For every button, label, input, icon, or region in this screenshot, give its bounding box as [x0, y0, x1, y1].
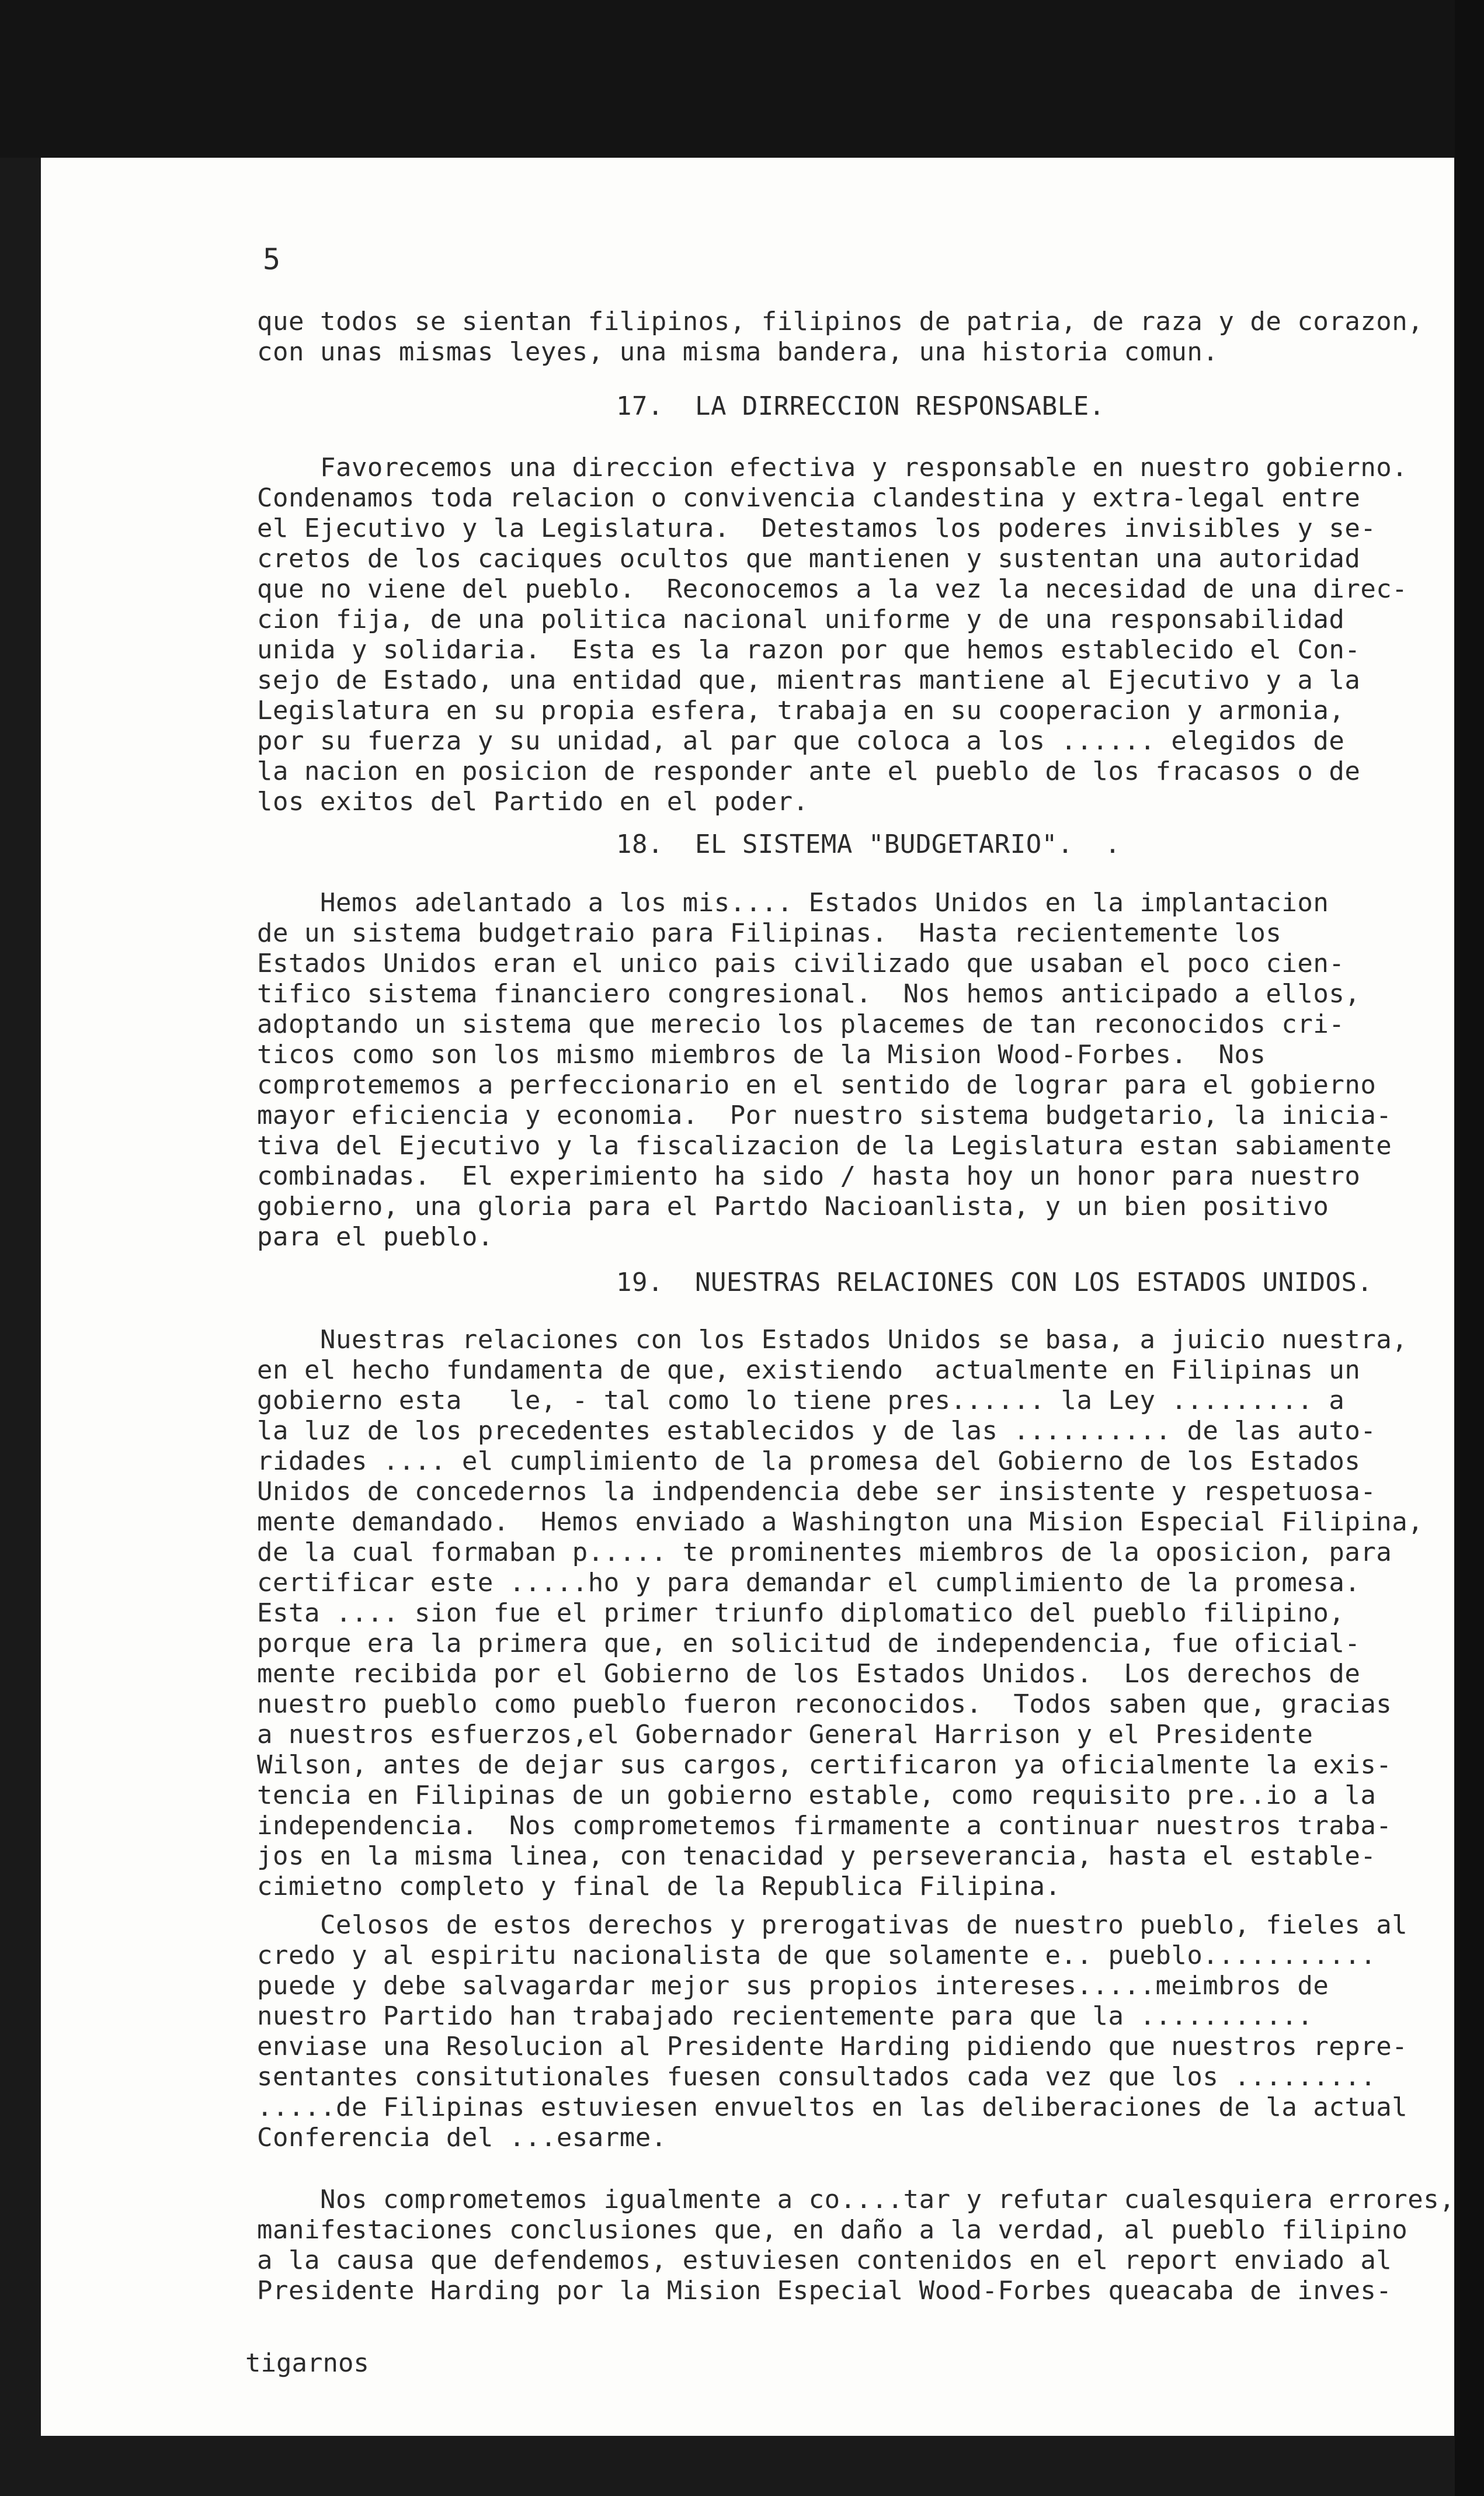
section-18-body — [257, 888, 1413, 1252]
document-page — [41, 158, 1454, 2436]
text-line: la nacion en posicion de responder ante el pueblo de los fracasos o de — [257, 756, 1361, 786]
text-line: gobierno esta le, - tal como lo tiene pres...... la Ley ......... a — [257, 1386, 1345, 1415]
section-19-heading: 19. NUESTRAS RELACIONES CON LOS ESTADOS UNIDOS. — [616, 1268, 1373, 1297]
text-line: a nuestros esfuerzos,el Gobernador General Harrison y el Presidente — [257, 1720, 1313, 1749]
text-line: puede y debe salvagardar mejor sus propios intereses.....meimbros de — [257, 1971, 1329, 2001]
text-line: con unas mismas leyes, una misma bandera, una historia comun. — [257, 337, 1219, 367]
text-line: que todos se sientan filipinos, filipinos de patria, de raza y de corazon, — [257, 307, 1424, 336]
scan-background-right — [1455, 0, 1484, 2496]
text-line: Unidos de concedernos la indpendencia debe ser insistente y respetuosa- — [257, 1477, 1377, 1506]
text-line: tiva del Ejecutivo y la fiscalizacion de la Legislatura estan sabiamente — [257, 1131, 1392, 1161]
text-line: Legislatura en su propia esfera, trabaja en su cooperacion y armonia, — [257, 696, 1345, 725]
text-line: mayor eficiencia y economia. Por nuestro sistema budgetario, la inicia- — [257, 1101, 1392, 1130]
scan-background-top — [0, 0, 1484, 158]
text-line: certificar este .....ho y para demandar el cumplimiento de la promesa. — [257, 1568, 1361, 1598]
text-line: por su fuerza y su unidad, al par que coloca a los ...... elegidos de — [257, 726, 1345, 756]
text-line: Hemos adelantado a los mis.... Estados Unidos en la implantacion — [257, 888, 1329, 918]
section-19-paragraph-3 — [257, 2185, 1455, 2306]
text-line: sejo de Estado, una entidad que, mientras mantiene al Ejecutivo y a la — [257, 665, 1361, 695]
section-17-heading: 17. LA DIRRECCION RESPONSABLE. — [616, 391, 1105, 421]
text-line: credo y al espiritu nacionalista de que solamente e.. pueblo........... — [257, 1940, 1377, 1970]
text-line: .....de Filipinas estuviesen envueltos en las deliberaciones de la actual — [257, 2092, 1408, 2122]
section-19-paragraph-2 — [257, 1910, 1413, 2153]
section-18-heading: 18. EL SISTEMA "BUDGETARIO". . — [616, 829, 1121, 859]
text-line: tifico sistema financiero congresional. Nos hemos anticipado a ellos, — [257, 979, 1361, 1009]
text-line: Condenamos toda relacion o convivencia clandestina y extra-legal entre — [257, 483, 1361, 513]
text-line: independencia. Nos comprometemos firmamente a continuar nuestros traba- — [257, 1811, 1392, 1841]
text-line: Nos comprometemos igualmente a co....tar y refutar cualesquiera errores, — [257, 2185, 1455, 2214]
text-line: los exitos del Partido en el poder. — [257, 787, 809, 817]
section-17-body — [257, 453, 1413, 817]
text-line: cion fija, de una politica nacional uniforme y de una responsabilidad — [257, 605, 1345, 634]
text-line: cretos de los caciques ocultos que mantienen y sustentan una autoridad — [257, 544, 1361, 574]
text-line: Esta .... sion fue el primer triunfo diplomatico del pueblo filipino, — [257, 1598, 1345, 1628]
text-line: de un sistema budgetraio para Filipinas. Hasta recientemente los — [257, 918, 1282, 948]
intro-paragraph — [257, 307, 1424, 367]
text-line: comprotememos a perfeccionario en el sentido de lograr para el gobierno — [257, 1070, 1377, 1100]
text-line: ticos como son los mismo miembros de la Mision Wood-Forbes. Nos — [257, 1040, 1266, 1070]
text-line: Estados Unidos eran el unico pais civilizado que usaban el poco cien- — [257, 949, 1345, 978]
text-line: Celosos de estos derechos y prerogativas de nuestro pueblo, fieles al — [257, 1910, 1408, 1940]
text-line: ridades .... el cumplimiento de la promesa del Gobierno de los Estados — [257, 1446, 1361, 1476]
text-line: tencia en Filipinas de un gobierno estable, como requisito pre..io a la — [257, 1780, 1377, 1810]
text-line: combinadas. El experimiento ha sido / hasta hoy un honor para nuestro — [257, 1161, 1361, 1191]
text-line: Favorecemos una direccion efectiva y responsable en nuestro gobierno. — [257, 453, 1408, 482]
text-line: el Ejecutivo y la Legislatura. Detestamos los poderes invisibles y se- — [257, 513, 1377, 543]
text-line: manifestaciones conclusiones que, en daño a la verdad, al pueblo filipino — [257, 2215, 1408, 2245]
text-line: que no viene del pueblo. Reconocemos a la vez la necesidad de una direc- — [257, 574, 1408, 604]
text-line: Presidente Harding por la Mision Especial Wood-Forbes queacaba de inves- — [257, 2276, 1392, 2306]
text-line: mente recibida por el Gobierno de los Estados Unidos. Los derechos de — [257, 1659, 1361, 1689]
text-line: la luz de los precedentes establecidos y de las .......... de las auto- — [257, 1416, 1377, 1446]
text-line: Nuestras relaciones con los Estados Unidos se basa, a juicio nuestra, — [257, 1325, 1408, 1355]
text-line: gobierno, una gloria para el Partdo Nacioanlista, y un bien positivo — [257, 1192, 1329, 1221]
text-line: en el hecho fundamenta de que, existiendo actualmente en Filipinas un — [257, 1355, 1361, 1385]
text-line: para el pueblo. — [257, 1222, 493, 1252]
text-line: nuestro pueblo como pueblo fueron reconocidos. Todos saben que, gracias — [257, 1689, 1392, 1719]
page-continuation-word: tigarnos — [245, 2348, 369, 2378]
text-line: Conferencia del ...esarme. — [257, 2123, 667, 2153]
text-line: mente demandado. Hemos enviado a Washington una Mision Especial Filipina, — [257, 1507, 1424, 1537]
text-line: porque era la primera que, en solicitud de independencia, fue oficial- — [257, 1629, 1361, 1658]
text-line: sentantes consitutionales fuesen consultados cada vez que los ......... — [257, 2062, 1377, 2092]
text-line: jos en la misma linea, con tenacidad y perseverancia, hasta el estable- — [257, 1841, 1377, 1871]
text-line: adoptando un sistema que merecio los placemes de tan reconocidos cri- — [257, 1009, 1345, 1039]
text-line: Wilson, antes de dejar sus cargos, certificaron ya oficialmente la exis- — [257, 1750, 1392, 1780]
page-number: 5 — [263, 242, 282, 276]
text-line: nuestro Partido han trabajado recientemente para que la ........... — [257, 2001, 1313, 2031]
text-line: cimietno completo y final de la Republica Filipina. — [257, 1872, 1061, 1901]
text-line: a la causa que defendemos, estuviesen contenidos en el report enviado al — [257, 2245, 1392, 2275]
section-19-paragraph-1 — [257, 1325, 1424, 1902]
text-line: unida y solidaria. Esta es la razon por que hemos establecido el Con- — [257, 635, 1361, 665]
text-line: de la cual formaban p..... te prominentes miembros de la oposicion, para — [257, 1537, 1392, 1567]
text-line: enviase una Resolucion al Presidente Harding pidiendo que nuestros repre- — [257, 2032, 1408, 2061]
